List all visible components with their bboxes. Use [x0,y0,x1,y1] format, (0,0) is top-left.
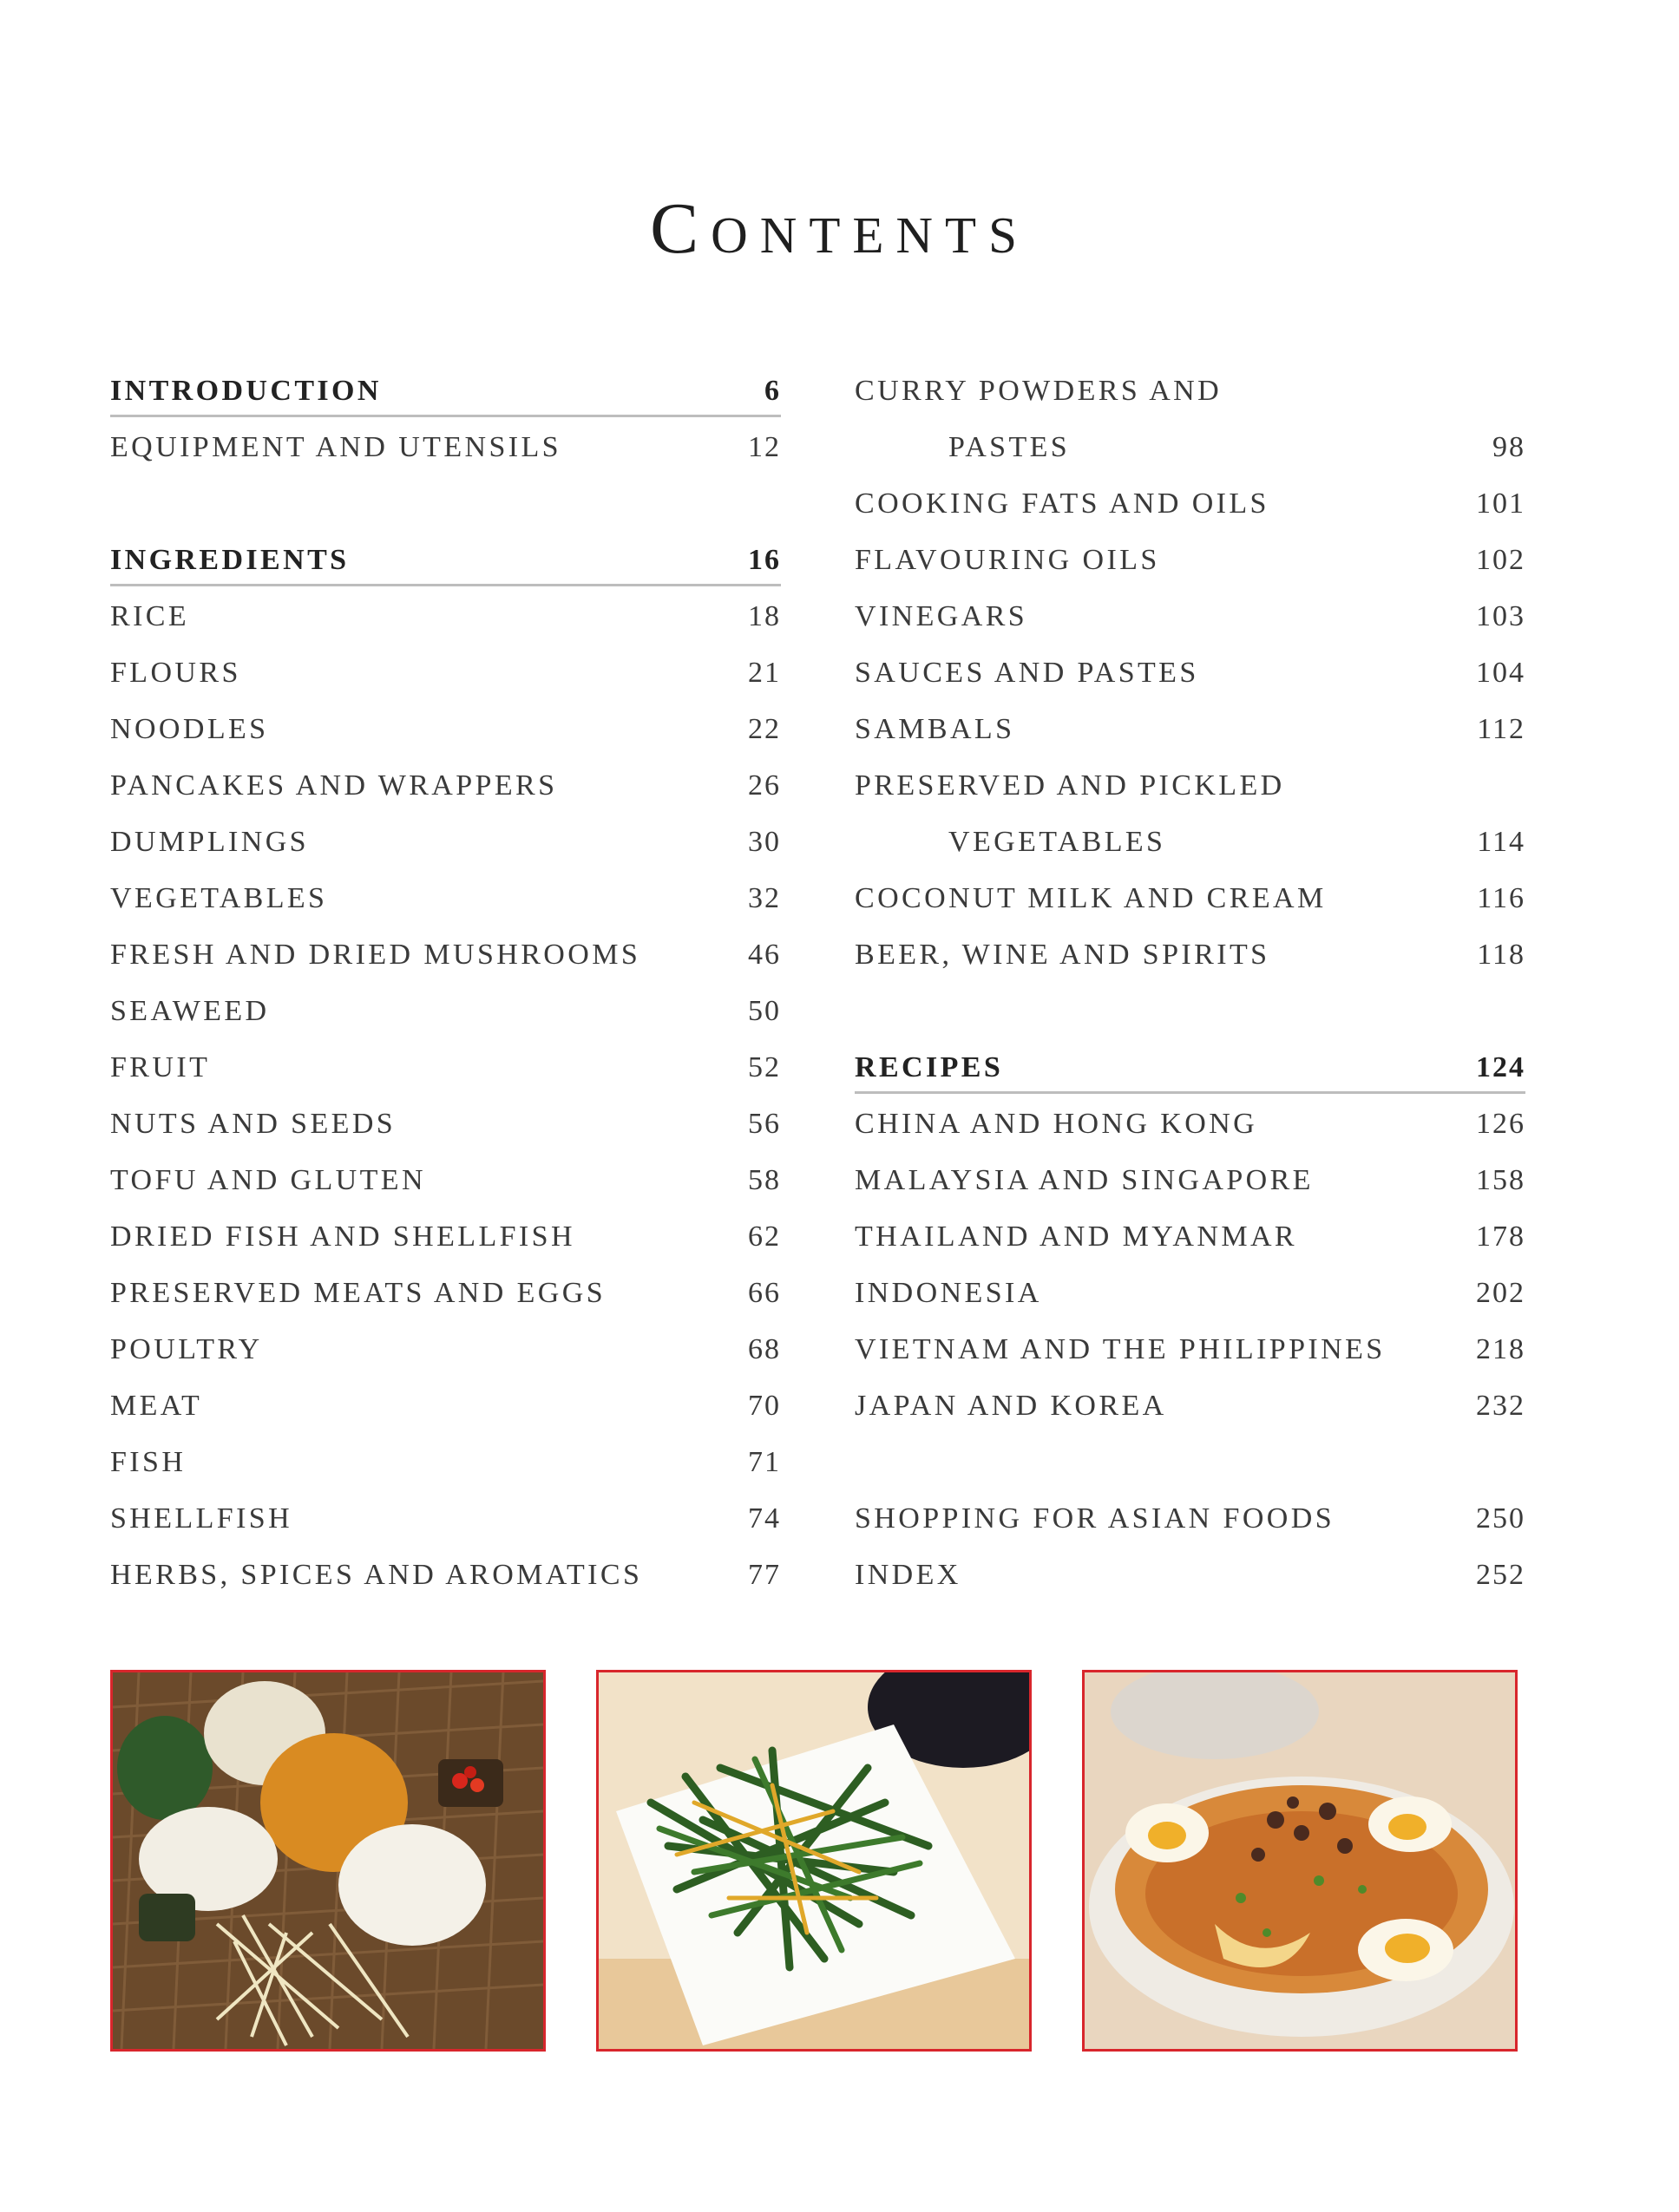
section-heading-recipes [855,1039,1525,1096]
contents-entry-dumplings [110,814,781,870]
contents-entry-cooking-fats-and-oils [855,475,1525,532]
entry-page-number: 218 [1476,1333,1525,1365]
entry-label: RICE [110,600,190,632]
entry-page-number: 68 [748,1333,781,1365]
entry-label: NUTS AND SEEDS [110,1108,397,1140]
entry-label: JAPAN AND KOREA [855,1390,1167,1422]
entry-label: FLAVOURING OILS [855,544,1160,576]
section-heading-ingredients [110,532,781,588]
entry-page-number: 114 [1477,826,1525,858]
entry-label: SAMBALS [855,713,1015,745]
contents-entry-beer-wine-and-spirits [855,926,1525,983]
contents-entry-index [855,1547,1525,1603]
entry-page-number: 50 [748,995,781,1027]
entry-page-number: 202 [1476,1277,1525,1309]
contents-entry-fish [110,1434,781,1490]
entry-page-number: 252 [1476,1559,1525,1591]
entry-page-number: 77 [748,1559,781,1591]
contents-spacer [855,983,1525,1039]
entry-label: NOODLES [110,713,269,745]
page-title: Contents [650,188,1029,269]
entry-label: INDEX [855,1559,961,1591]
entry-page-number: 101 [1476,488,1525,520]
contents-entry-noodles [110,701,781,757]
entry-page-number: 98 [1492,431,1525,463]
contents-entry-pancakes-and-wrappers [110,757,781,814]
entry-page-number: 30 [748,826,781,858]
contents-entry-flours [110,645,781,701]
entry-page-number: 46 [748,939,781,971]
contents-entry-shellfish [110,1490,781,1547]
entry-label: INGREDIENTS [110,544,350,576]
entry-label: SHOPPING FOR ASIAN FOODS [855,1502,1335,1535]
contents-spacer [110,475,781,532]
entry-label: VIETNAM AND THE PHILIPPINES [855,1333,1386,1365]
entry-page-number: 103 [1476,600,1525,632]
entry-page-number: 124 [1476,1051,1525,1083]
entry-label: HERBS, SPICES AND AROMATICS [110,1559,643,1591]
entry-page-number: 18 [748,600,781,632]
entry-label: EQUIPMENT AND UTENSILS [110,431,561,463]
contents-entry-vinegars [855,588,1525,645]
entry-page-number: 52 [748,1051,781,1083]
entry-label: SHELLFISH [110,1502,293,1535]
entry-page-number: 66 [748,1277,781,1309]
entry-label: SAUCES AND PASTES [855,657,1199,689]
contents-spacer [855,1434,1525,1490]
entry-label: RECIPES [855,1051,1004,1083]
entry-label: DUMPLINGS [110,826,309,858]
entry-page-number: 21 [748,657,781,689]
entry-label: INTRODUCTION [110,375,382,407]
entry-label: CHINA AND HONG KONG [855,1108,1258,1140]
contents-entry-vietnam-and-the-philippines [855,1321,1525,1378]
entry-page-number: 22 [748,713,781,745]
contents-entry-meat [110,1378,781,1434]
green-beans-photo [596,1670,1032,2052]
entry-label: PASTES [948,431,1071,463]
entry-label: SEAWEED [110,995,270,1027]
contents-entry-rice [110,588,781,645]
contents-entry-equipment-and-utensils [110,419,781,475]
contents-entry-sauces-and-pastes [855,645,1525,701]
contents-left-column [110,363,781,1603]
photo-strip [110,1670,1525,2055]
contents-entry-indonesia [855,1265,1525,1321]
entry-label: VEGETABLES [948,826,1166,858]
contents-entry-sambals [855,701,1525,757]
contents-entry-tofu-and-gluten [110,1152,781,1208]
entry-page-number: 102 [1476,544,1525,576]
contents-entry-malaysia-and-singapore [855,1152,1525,1208]
contents-entry-vegetables [855,814,1525,870]
contents-entry-dried-fish-and-shellfish [110,1208,781,1265]
contents-right-column [855,363,1525,1603]
contents-entry-japan-and-korea [855,1378,1525,1434]
contents-entry-preserved-meats-and-eggs [110,1265,781,1321]
contents-entry-nuts-and-seeds [110,1096,781,1152]
contents-entry-poultry [110,1321,781,1378]
contents-entry-shopping-for-asian-foods [855,1490,1525,1547]
entry-page-number: 62 [748,1221,781,1253]
entry-page-number: 158 [1476,1164,1525,1196]
entry-label: DRIED FISH AND SHELLFISH [110,1221,575,1253]
entry-page-number: 104 [1476,657,1525,689]
entry-label: MALAYSIA AND SINGAPORE [855,1164,1314,1196]
contents-entry-thailand-and-myanmar [855,1208,1525,1265]
contents-entry-china-and-hong-kong [855,1096,1525,1152]
entry-page-number: 112 [1477,713,1525,745]
entry-page-number: 116 [1477,882,1525,914]
entry-page-number: 178 [1476,1221,1525,1253]
entry-label: POULTRY [110,1333,263,1365]
entry-page-number: 56 [748,1108,781,1140]
entry-label: FISH [110,1446,187,1478]
entry-page-number: 32 [748,882,781,914]
entry-label: FRESH AND DRIED MUSHROOMS [110,939,641,971]
contents-entry-fresh-and-dried-mushrooms [110,926,781,983]
entry-page-number: 12 [748,431,781,463]
entry-label: FRUIT [110,1051,211,1083]
contents-entry-coconut-milk-and-cream [855,870,1525,926]
entry-page-number: 126 [1476,1108,1525,1140]
contents-entry-vegetables [110,870,781,926]
entry-label: THAILAND AND MYANMAR [855,1221,1297,1253]
contents-entry-seaweed [110,983,781,1039]
entry-page-number: 74 [748,1502,781,1535]
entry-page-number: 70 [748,1390,781,1422]
entry-page-number: 16 [748,544,781,576]
entry-label: PANCAKES AND WRAPPERS [110,769,558,802]
contents-entry-fruit [110,1039,781,1096]
entry-page-number: 232 [1476,1390,1525,1422]
entry-page-number: 58 [748,1164,781,1196]
contents-entry-herbs-spices-and-aromatics [110,1547,781,1603]
entry-page-number: 118 [1477,939,1525,971]
contents-entry-flavouring-oils [855,532,1525,588]
entry-page-number: 71 [748,1446,781,1478]
entry-label: VINEGARS [855,600,1028,632]
curry-bowl-photo [1082,1670,1518,2052]
contents-entry-pastes [855,419,1525,475]
section-heading-introduction [110,363,781,419]
entry-label: PRESERVED MEATS AND EGGS [110,1277,606,1309]
noodles-photo [110,1670,546,2052]
entry-label: COOKING FATS AND OILS [855,488,1269,520]
entry-label: MEAT [110,1390,203,1422]
contents-entry-preserved-and-pickled [855,757,1525,814]
entry-label: TOFU AND GLUTEN [110,1164,426,1196]
entry-label: FLOURS [110,657,241,689]
entry-page-number: 250 [1476,1502,1525,1535]
entry-page-number: 6 [764,375,781,407]
entry-label: VEGETABLES [110,882,328,914]
contents-entry-curry-powders-and [855,363,1525,419]
entry-page-number: 26 [748,769,781,802]
entry-label: INDONESIA [855,1277,1042,1309]
entry-label: PRESERVED AND PICKLED [855,769,1285,802]
entry-label: CURRY POWDERS AND [855,375,1223,407]
entry-label: COCONUT MILK AND CREAM [855,882,1327,914]
entry-label: BEER, WINE AND SPIRITS [855,939,1270,971]
